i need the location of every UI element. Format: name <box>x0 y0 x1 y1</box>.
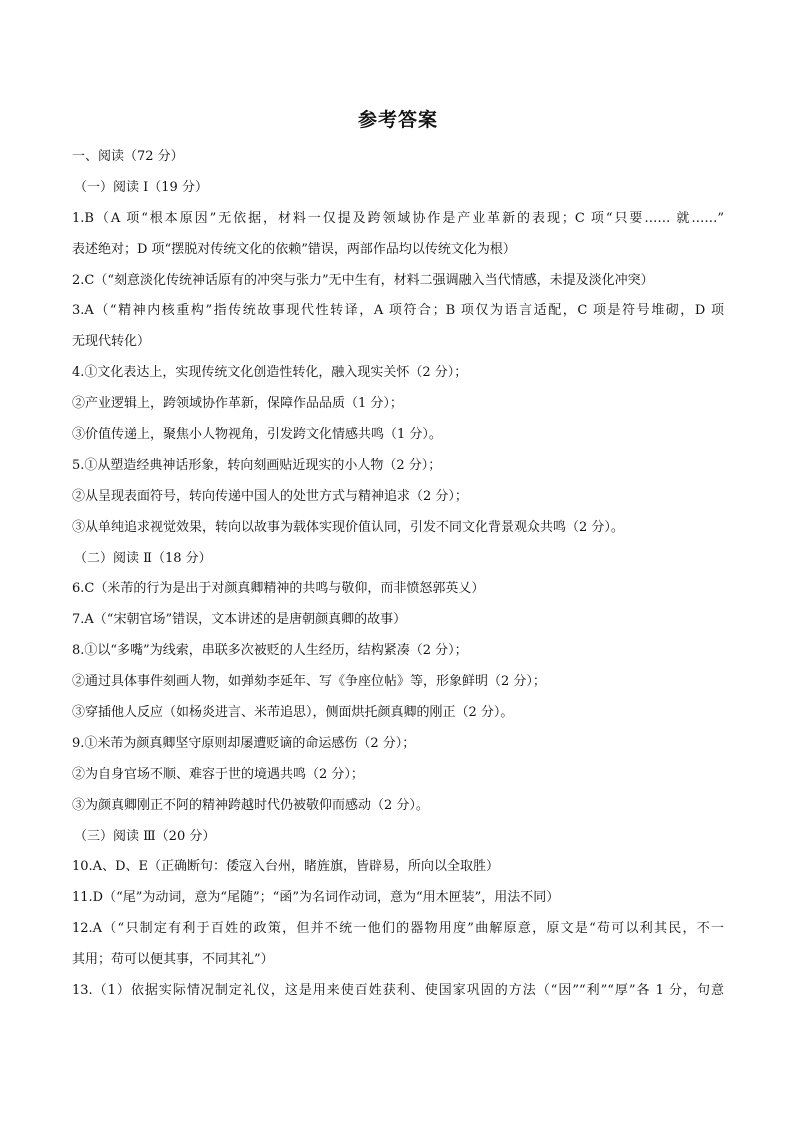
section-heading: （一）阅读 Ⅰ（19 分） <box>74 179 208 195</box>
page-title: 参考答案 <box>357 109 438 131</box>
answer-line: 2.C（“刻意淡化传统神话原有的冲突与张力”无中生有，材料二强调融入当代情感，未提及淡化冲突） <box>72 272 654 288</box>
answer-line: 1.B（A 项“根本原因”无依据，材料一仅提及跨领域协作是产业革新的表现；C 项“只要…… 就……” <box>72 210 724 226</box>
answer-line: 7.A（“宋朝官场”错误，文本讲述的是唐朝颜真卿的故事） <box>72 612 407 628</box>
answer-line: ③为颜真卿刚正不阿的精神跨越时代仍被敬仰而感动（2 分）。 <box>72 797 429 813</box>
answer-line: 13.（1）依据实际情况制定礼仪，这是用来使百姓获利、使国家巩固的方法（“因”“利”“厚”各 1 分，句意 <box>72 983 724 999</box>
answer-line: ③价值传递上，聚焦小人物视角，引发跨文化情感共鸣（1 分）。 <box>72 427 442 443</box>
answer-line: ②为自身官场不顺、难容于世的境遇共鸣（2 分）； <box>72 766 364 782</box>
answer-line: ③穿插他人反应（如杨炎进言、米芾追思），侧面烘托颜真卿的刚正（2 分）。 <box>72 705 514 721</box>
answer-line: 5.①从塑造经典神话形象，转向刻画贴近现实的小人物（2 分）； <box>72 457 442 473</box>
answer-document <box>72 98 724 1007</box>
answer-line: ②通过具体事件刻画人物，如弹劾李延年、写《争座位帖》等，形象鲜明（2 分）； <box>72 674 546 690</box>
answer-line: 10.A、D、E（正确断句：倭寇入台州，睹旌旗，皆辟易，所向以全取胜） <box>72 859 499 875</box>
answer-line: 12.A（“只制定有利于百姓的政策，但并不统一他们的器物用度”曲解原意，原文是“苟可以利其民，不一 <box>72 921 724 937</box>
answer-line: 8.①以“多嘴”为线索，串联多次被贬的人生经历，结构紧凑（2 分）； <box>72 643 468 659</box>
answer-line: 3.A（“精神内核重构”指传统故事现代性转译，A 项符合；B 项仅为语言适配，C 项是符号堆砌，D 项 <box>72 303 724 319</box>
part-heading: 一、阅读（72 分） <box>72 149 184 164</box>
answer-lines <box>72 142 724 1007</box>
section-heading: （三）阅读 Ⅲ（20 分） <box>74 828 216 844</box>
answer-line: 11.D（“尾”为动词，意为“尾随”；“函”为名词作动词，意为“用木匣装”，用法不同） <box>72 890 560 906</box>
answer-line: 其用；苟可以便其事，不同其礼”） <box>72 952 274 968</box>
answer-line: 无现代转化） <box>72 334 151 350</box>
answer-line: 9.①米芾为颜真卿坚守原则却屡遭贬谪的命运感伤（2 分）； <box>72 735 416 751</box>
answer-line: ③从单纯追求视觉效果，转向以故事为载体实现价值认同，引发不同文化背景观众共鸣（2 分）。 <box>72 519 624 535</box>
section-heading: （二）阅读 Ⅱ（18 分） <box>74 550 212 566</box>
answer-line: 表述绝对；D 项“摆脱对传统文化的依赖”错误，两部作品均以传统文化为根） <box>72 241 516 257</box>
answer-line: 6.C（米芾的行为是出于对颜真卿精神的共鸣与敬仰，而非愤怒郭英乂） <box>72 581 485 597</box>
answer-line: 4.①文化表达上，实现传统文化创造性转化，融入现实关怀（2 分）； <box>72 365 468 381</box>
answer-line: ②从呈现表面符号，转向传递中国人的处世方式与精神追求（2 分）； <box>72 488 468 504</box>
answer-line: ②产业逻辑上，跨领域协作革新，保障作品品质（1 分）； <box>72 396 403 412</box>
